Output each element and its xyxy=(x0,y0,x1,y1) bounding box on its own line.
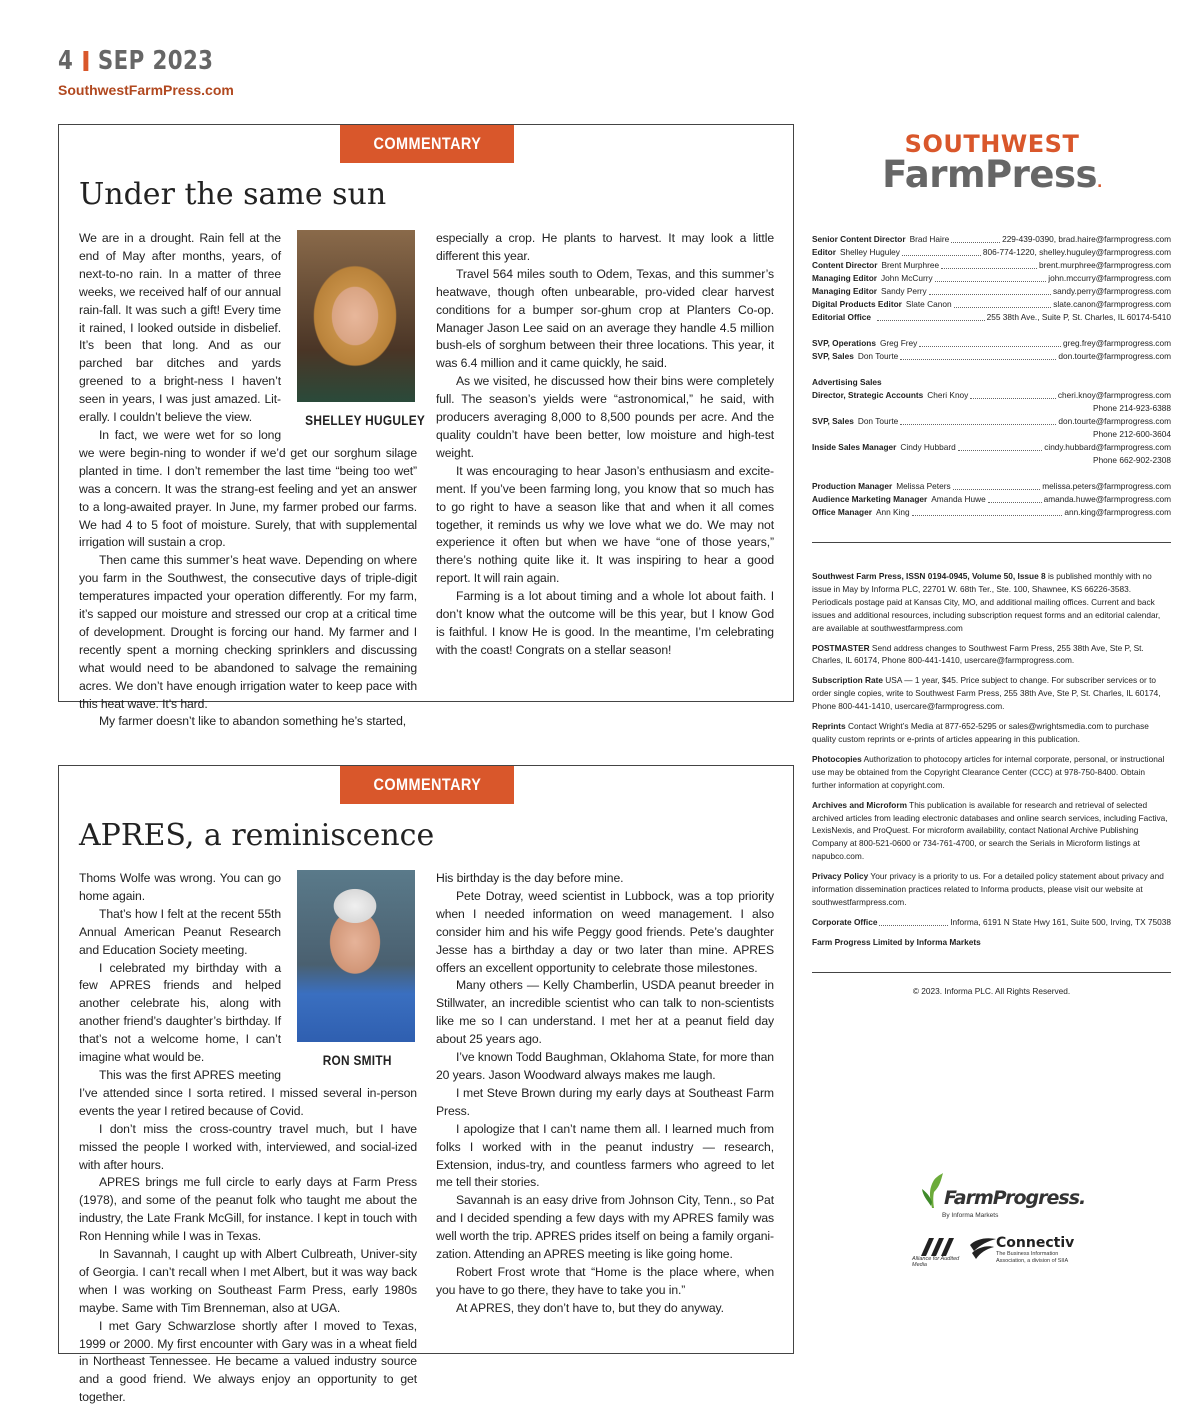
author-photo xyxy=(297,230,415,402)
author-portrait xyxy=(297,870,417,1070)
section-tag: COMMENTARY xyxy=(340,766,514,804)
publication-info xyxy=(812,570,1171,949)
author-portrait xyxy=(297,230,426,430)
phone-number: Phone 214-923-6388 xyxy=(1093,403,1171,413)
article-headline: Under the same sun xyxy=(79,177,387,212)
article-column-2 xyxy=(436,870,774,1318)
paragraph: Robert Frost wrote that “Home is the place where, when you have to go there, they have to take you in.” xyxy=(436,1264,774,1297)
staff-row: Managing Editor Sandy Perry sandy.perry@farmprogress.com xyxy=(812,286,1171,296)
staff-row: SVP, Sales Don Tourte don.tourte@farmprogress.com xyxy=(812,416,1171,426)
leaf-icon xyxy=(920,1172,944,1210)
divider xyxy=(812,542,1171,543)
farm-progress-subline: By Informa Markets xyxy=(942,1212,999,1219)
paragraph: I met Gary Schwarzlose shortly after I moved to Texas, 1999 or 2000. My first encounter with Gary was in a wheat field in Northeast Tennessee. He became a valued industry source and a good friend. We always enjoy an opportunity to get together. xyxy=(79,1318,417,1405)
paragraph: Travel 564 miles south to Odem, Texas, and this summer’s heatwave, though often unbearable, pro-vided clear harvest conditions for a bumper sor-ghum crop at Planters Co-op. Manager Jason Lee said on an average they handle 4.5 million bush-els of sorghum between their three locations. This year, it was 6.4 million and it came quickly, he said. xyxy=(436,266,774,371)
article-headline: APRES, a reminiscence xyxy=(79,818,435,853)
staff-row: Office Manager Ann King ann.king@farmprogress.com xyxy=(812,507,1171,517)
paragraph: Savannah is an easy drive from Johnson City, Tenn., so Pat and I decided spending a few days with my APRES family was well worth the trip. APRES prides itself on being a family organi-zation. Attending an APRES meeting is like going home. xyxy=(436,1193,774,1262)
parent-company: Farm Progress Limited by Informa Markets xyxy=(812,936,981,947)
paragraph: In fact, we were wet for so long we were begin-ning to wonder if we’d get our sorghum silage planted in time. I don’t remember the last time “being too wet” was a concern. It was the strang-est feeling and yet an answer to a long-awaited prayer. In June, my farmer probed our farms. We had 4 to 5 foot of moisture. Surely, that with supplemental irrigation will sustain a crop. xyxy=(79,427,417,550)
advertising-sales-title: Advertising Sales xyxy=(812,377,882,387)
paragraph: In Savannah, I caught up with Albert Culbreath, Univer-sity of Georgia. I can’t recall when I met Albert, but it was way back when I was working on Southeast Farm Press, early 1980s maybe. Same with Tim Brenneman, also at UGA. xyxy=(79,1247,417,1315)
paragraph: Then came this summer’s heat wave. Depending on where you farm in the Southwest, the consecutive days of triple-digit temperatures impacted your operation differently. For my farm, it’s sapped our moisture and stressed our crop at a critical time of development. Drought is forcing our hand. My farmer and I recently spent a morning checking sprinklers and discussing what would need to be abandoned to salvage the remaining acres. We don’t have enough irrigation water to keep pace with this heat wave. It’s hard. xyxy=(79,553,417,711)
staff-row: Audience Marketing Manager Amanda Huwe amanda.huwe@farmprogress.com xyxy=(812,494,1171,504)
copyright: © 2023. Informa PLC. All Rights Reserved. xyxy=(912,986,1071,996)
svp-list xyxy=(812,337,1171,363)
paragraph: I’ve known Todd Baughman, Oklahoma State, for more than 20 years. Jason Woodward always makes me laugh. xyxy=(436,1050,774,1082)
paragraph: It was encouraging to hear Jason’s enthusiasm and excite-ment. If you’ve been farming long, you know that so much has to go right to have a season like that and when it all comes together, it reminds us why we love what we do. We may not experience it often but when we have “one of those years,” there’s nothing quite like it. It was inspiring to hear a good report. It will rain again. xyxy=(436,463,774,586)
publication-info-paragraph: Photocopies Authorization to photocopy articles for internal corporate, personal, or instructional use may be obtained from the Copyright Clearance Center (CCC) at 978-750-8400. Obtain further information at copyright.com. xyxy=(812,753,1165,790)
folio-divider xyxy=(83,51,88,71)
paragraph: I met Steve Brown during my early days at Southeast Farm Press. xyxy=(436,1085,774,1118)
connectiv-caption: The Business Information Association, a division of SIIA xyxy=(996,1251,1069,1264)
paragraph: As we visited, he discussed how their bins were completely full. The season’s yields were “astronomical,” he said, with producers averaging 8,000 to 8,500 pounds per acre. And the quality couldn’t have been better, low moisture and high-test weight. xyxy=(436,374,774,460)
masthead-logo xyxy=(812,130,1172,200)
paragraph: Thoms Wolfe was wrong. You can go home again. xyxy=(79,871,281,903)
paragraph: At APRES, they don’t have to, but they do anyway. xyxy=(456,1300,724,1315)
staff-row: SVP, Operations Greg Frey greg.frey@farmprogress.com xyxy=(812,338,1171,348)
author-caption: SHELLEY HUGULEY xyxy=(305,413,426,428)
paragraph: Pete Dotray, weed scientist in Lubbock, was a top priority when I needed information on weed management. I also consider him and his wife Peggy good friends. Pete’s daughter Jesse has a birthday a day or two later than mine. APRES offers an excellent opportunity to celebrate those milestones. xyxy=(436,888,774,975)
publication-info-list xyxy=(812,570,1171,909)
article-under-the-same-sun xyxy=(58,124,794,729)
paragraph: I celebrated my birthday with a few APRES friends and helped another celebrate his, along with another friend’s daughter’s birthday. If that’s not a welcome home, I can’t imagine what would be. xyxy=(79,960,281,1065)
connectiv-swoosh-icon xyxy=(968,1233,998,1269)
page-number: 4 xyxy=(58,46,74,76)
article-apres-reminiscence xyxy=(58,765,794,1405)
article-column-1 xyxy=(79,230,426,731)
phone-number: Phone 662-902-2308 xyxy=(1093,455,1171,465)
publication-info-paragraph: Archives and Microform This publication is available for research and retrieval of selected archived articles from leading electronic databases and online search services, including Factiva, LexisNexis, and ProQuest. For microform availability, contact National Archive Publishing Company at 800-521-0600 or 734-761-4700, or search the Serials in Microform listings at napubco.com. xyxy=(812,799,1168,862)
corporate-office: Corporate Office Informa, 6191 N State Hwy 161, Suite 500, Irving, TX 75038 xyxy=(812,916,1171,927)
aam-caption: Alliance for Audited Media xyxy=(912,1256,960,1268)
farm-progress-logo xyxy=(920,1170,1086,1220)
author-caption: RON SMITH xyxy=(322,1053,392,1068)
staff-row: SVP, Sales Don Tourte don.tourte@farmprogress.com xyxy=(812,351,1171,361)
staff-row: Director, Strategic Accounts Cheri Knoy cheri.knoy@farmprogress.com xyxy=(812,390,1171,400)
paragraph: His birthday is the day before mine. xyxy=(436,871,624,885)
farm-progress-wordmark: FarmProgress. xyxy=(944,1187,1086,1209)
staff-row: Editor Shelley Huguley 806-774-1220, shelley.huguley@farmprogress.com xyxy=(812,247,1171,257)
staff-row: Managing Editor John McCurry john.mccurry@farmprogress.com xyxy=(812,273,1171,283)
folio xyxy=(58,46,213,76)
paragraph: That’s how I felt at the recent 55th Annual American Peanut Research and Education Society meeting. xyxy=(79,906,281,957)
publication-info-paragraph: Subscription Rate USA — 1 year, $45. Price subject to change. For subscriber services or to order single copies, write to Southwest Farm Press, 255 38th Ave, Ste P, St. Charles, IL 60174, Phone 800-441-1410, usercare@farmprogress.com. xyxy=(812,675,1161,712)
publication-info-paragraph: Southwest Farm Press, ISSN 0194-0945, Volume 50, Issue 8 is published monthly with no issue in May by Informa PLC, 22701 W. 68th Ter., Ste. 100, Shawnee, KS 66226-3583. Periodicals postage paid at Kansas City, MO, and additional mailing offices. Current and back issues and additional resources, including subscription request forms and an editorial calendar, are available at southwestfarmpress.com xyxy=(812,571,1161,633)
section-tag: COMMENTARY xyxy=(340,125,514,163)
paragraph: This was the first APRES meeting I’ve attended since I sorta retired. I missed several in-person events the year I retired because of Covid. xyxy=(79,1067,417,1118)
staff-row: Senior Content Director Brad Haire 229-439-0390, brad.haire@farmprogress.com xyxy=(812,234,1171,244)
logo-top-word: SOUTHWEST xyxy=(904,130,1080,158)
staff-row: Inside Sales Manager Cindy Hubbard cindy.hubbard@farmprogress.com xyxy=(812,442,1171,452)
paragraph: My farmer doesn’t like to abandon something he’s started, xyxy=(99,714,407,729)
staff-row: Digital Products Editor Slate Canon slate.canon@farmprogress.com xyxy=(812,299,1171,309)
advertising-list xyxy=(812,389,1171,467)
paragraph: I don’t miss the cross-country travel much, but I have missed the people I worked with, interviewed, and social-ized with after hours. xyxy=(79,1121,417,1172)
issue-date: SEP 2023 xyxy=(97,46,214,76)
southwest-farmpress-logo xyxy=(812,130,1172,200)
author-photo xyxy=(297,870,415,1042)
publication-info-paragraph: Reprints Contact Wright’s Media at 877-652-5295 or sales@wrightsmedia.com to purchase quality custom reprints or e-prints of articles appearing in this publication. xyxy=(812,721,1149,744)
paragraph: Many others — Kelly Chamberlin, USDA peanut breeder in Stillwater, an incredible scientist who can talk to non-scientists like me so I can understand. I met her at a peanut field day about 25 years ago. xyxy=(436,978,774,1047)
staff-directory xyxy=(812,233,1171,519)
staff-row: Editorial Office 255 38th Ave., Suite P, St. Charles, IL 60174-5410 xyxy=(812,312,1171,322)
article-column-2 xyxy=(436,230,774,660)
page-header xyxy=(58,46,248,98)
paragraph: especially a crop. He plants to harvest. It may look a little different this year. xyxy=(436,231,774,263)
publication-info-paragraph: Privacy Policy Your privacy is a priority to us. For a detailed policy statement about privacy and information dissemination practices related to Informa products, please visit our website at southwestfarmpress.com. xyxy=(812,871,1164,907)
paragraph: APRES brings me full circle to early days at Farm Press (1978), and some of the peanut folk who taught me about the industry, the Late Frank McGill, for instance. I kept in touch with Ron Henning while I was in Texas. xyxy=(79,1175,417,1244)
paragraph: I apologize that I can’t name them all. I learned much from folks I worked with in the peanut industry — research, Extension, indus-try, and countless farmers who agreed to let me tell their stories. xyxy=(436,1121,774,1190)
paragraph: We are in a drought. Rain fell at the end of May after months, years, of next-to-no rain. In a matter of three weeks, we received half of our annual rain-fall. It was such a gift! Every time it rained, I looked outside in disbelief. It’s been that long. And as our parched bar ditches and yards greened to a bright-ness I haven’t seen in years, I was just amazed. Lit-erally. I couldn’t believe the view. xyxy=(79,231,281,425)
staff-row: Content Director Brent Murphree brent.murphree@farmprogress.com xyxy=(812,260,1171,270)
connectiv-wordmark: Connectiv xyxy=(996,1235,1075,1251)
divider xyxy=(812,972,1171,973)
site-url[interactable]: SouthwestFarmPress.com xyxy=(58,82,234,98)
phone-number: Phone 212-600-3604 xyxy=(1093,429,1171,439)
logo-main-word: FarmPress. xyxy=(882,153,1102,196)
staff-row: Production Manager Melissa Peters melissa.peters@farmprogress.com xyxy=(812,481,1171,491)
publication-info-paragraph: POSTMASTER Send address changes to Southwest Farm Press, 255 38th Ave, Ste P, St. Charles, IL 60174, Phone 800-441-1410, usercare@farmprogress.com. xyxy=(812,642,1144,666)
article-column-1 xyxy=(79,870,417,1405)
paragraph: Farming is a lot about timing and a whole lot about faith. I don’t know what the outcome will be this year, but I know God is faithful. I know He is good. In the meantime, I’m celebrating with the coast! Congrats on a stellar season! xyxy=(436,589,774,657)
staff-list xyxy=(812,233,1171,324)
production-list xyxy=(812,480,1171,519)
